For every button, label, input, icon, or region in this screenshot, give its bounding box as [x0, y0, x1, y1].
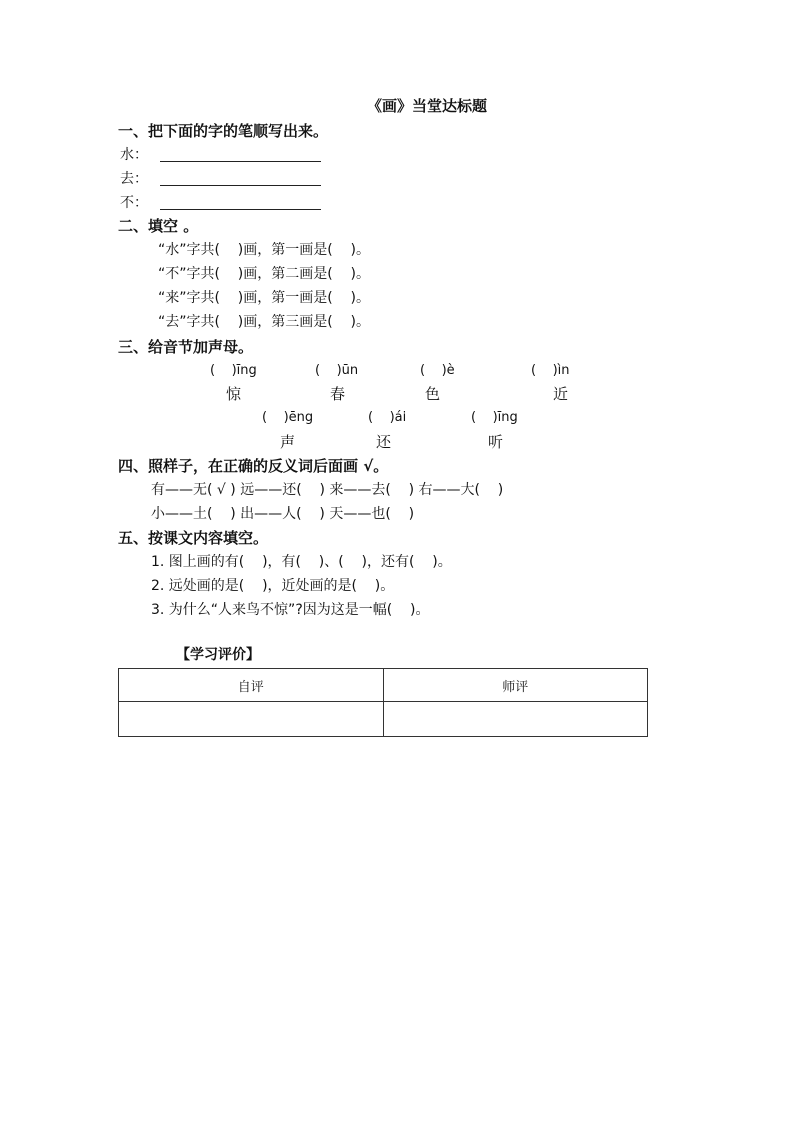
evaluation-title: 【学习评价】 [176, 647, 260, 663]
stroke-order-answer-line[interactable] [160, 161, 321, 162]
fill-blank-item: “水”字共( )画，第一画是( )。 [158, 242, 370, 258]
section2-heading: 二、填空 。 [118, 217, 199, 235]
pinyin-blank: ( )ēng [262, 410, 314, 425]
pinyin-blank: ( )īng [471, 410, 518, 425]
content-fill-item: 1. 图上画的有( )，有( )、( )，还有( )。 [151, 554, 452, 570]
hanzi-char: 还 [376, 433, 392, 451]
teacher-eval-header: 师评 [383, 669, 648, 702]
antonym-row: 小——土( ) 出——人( ) 天——也( ) [151, 506, 415, 522]
section3-heading: 三、给音节加声母。 [118, 338, 254, 356]
stroke-order-answer-line[interactable] [160, 185, 321, 186]
section1-item-label: 不： [120, 195, 148, 211]
hanzi-char: 惊 [226, 385, 242, 403]
pinyin-blank: ( )è [420, 363, 455, 378]
hanzi-char: 近 [553, 385, 569, 403]
fill-blank-item: “去”字共( )画，第三画是( )。 [158, 314, 370, 330]
section4-heading: 四、照样子，在正确的反义词后面画 √。 [118, 457, 389, 475]
teacher-eval-cell[interactable] [383, 702, 648, 737]
pinyin-blank: ( )īng [210, 363, 257, 378]
self-eval-cell[interactable] [119, 702, 384, 737]
pinyin-blank: ( )ái [368, 410, 407, 425]
stroke-order-answer-line[interactable] [160, 209, 321, 210]
section5-heading: 五、按课文内容填空。 [118, 529, 269, 547]
pinyin-blank: ( )ūn [315, 363, 359, 378]
section1-item-label: 水： [120, 147, 148, 163]
fill-blank-item: “来”字共( )画，第一画是( )。 [158, 290, 370, 306]
section1-item-label: 去： [120, 171, 148, 187]
fill-blank-item: “不”字共( )画，第二画是( )。 [158, 266, 370, 282]
pinyin-blank: ( )ìn [531, 363, 570, 378]
antonym-row: 有——无( √ ) 远——还( ) 来——去( ) 右——大( ) [151, 482, 504, 498]
page-title: 《画》当堂达标题 [367, 97, 488, 115]
section1-heading: 一、把下面的字的笔顺写出来。 [118, 122, 329, 140]
hanzi-char: 声 [280, 433, 296, 451]
evaluation-table [118, 668, 648, 737]
content-fill-item: 2. 远处画的是( )，近处画的是( )。 [151, 578, 395, 594]
hanzi-char: 色 [425, 385, 441, 403]
content-fill-item: 3. 为什么“人来鸟不惊”?因为这是一幅( )。 [151, 602, 430, 618]
self-eval-header: 自评 [119, 669, 384, 702]
hanzi-char: 春 [330, 385, 346, 403]
hanzi-char: 听 [488, 433, 504, 451]
